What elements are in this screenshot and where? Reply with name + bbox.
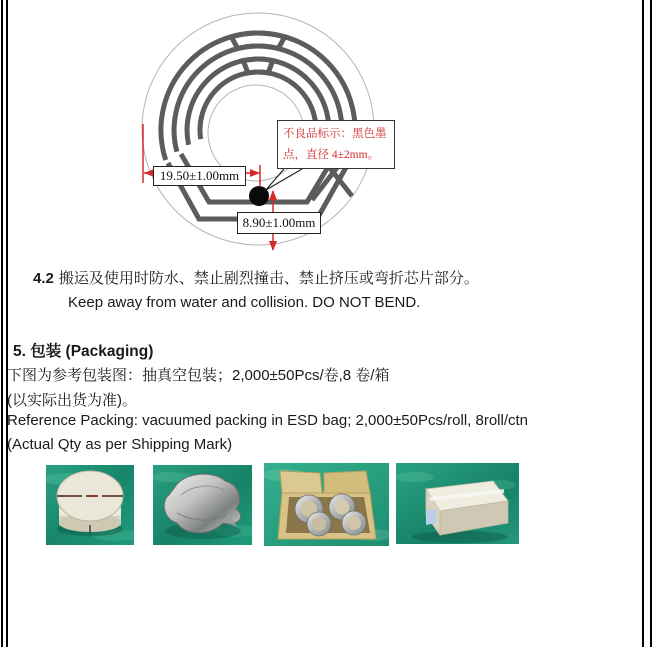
packaging-section-heading: 5. 包装 (Packaging) [13, 343, 154, 360]
handling-text-zh: 搬运及使用时防水、禁止剧烈撞击、禁止挤压或弯折芯片部分。 [58, 270, 479, 287]
page-border-right-outer [650, 0, 652, 647]
defect-callout-line1: 不良品标示：黑色墨 [283, 128, 387, 140]
handling-instruction-en: Keep away from water and collision. DO NOT BEND. [68, 294, 421, 311]
shipping-label [426, 509, 436, 525]
height-dimension-label: 8.90±1.00mm [237, 212, 321, 234]
handling-instruction-zh [33, 267, 479, 288]
handling-item-number: 4.2 [33, 270, 54, 287]
defect-mark-callout [277, 120, 395, 169]
page-border-right-inner [642, 0, 644, 647]
packaging-note-en: (Actual Qty as per Shipping Mark) [7, 436, 233, 453]
antenna-diagram [0, 0, 460, 258]
label-roll-photo [46, 465, 134, 545]
packaging-reference-en: Reference Packing: vacuumed packing in ESD bag; 2,000±50Pcs/roll, 8roll/ctn [7, 412, 529, 429]
defect-callout-line2: 点，直径 4±2mm。 [283, 149, 380, 161]
packaging-note-zh: (以实际出货为准)。 [7, 392, 137, 409]
open-carton-photo [264, 463, 389, 546]
sealed-carton-photo [396, 463, 519, 544]
width-dimension-label: 19.50±1.00mm [153, 166, 246, 186]
esd-foil-bag-photo [153, 465, 252, 545]
packaging-reference-zh: 下图为参考包装图：抽真空包装；2,000±50Pcs/卷,8 卷/箱 [7, 367, 390, 384]
